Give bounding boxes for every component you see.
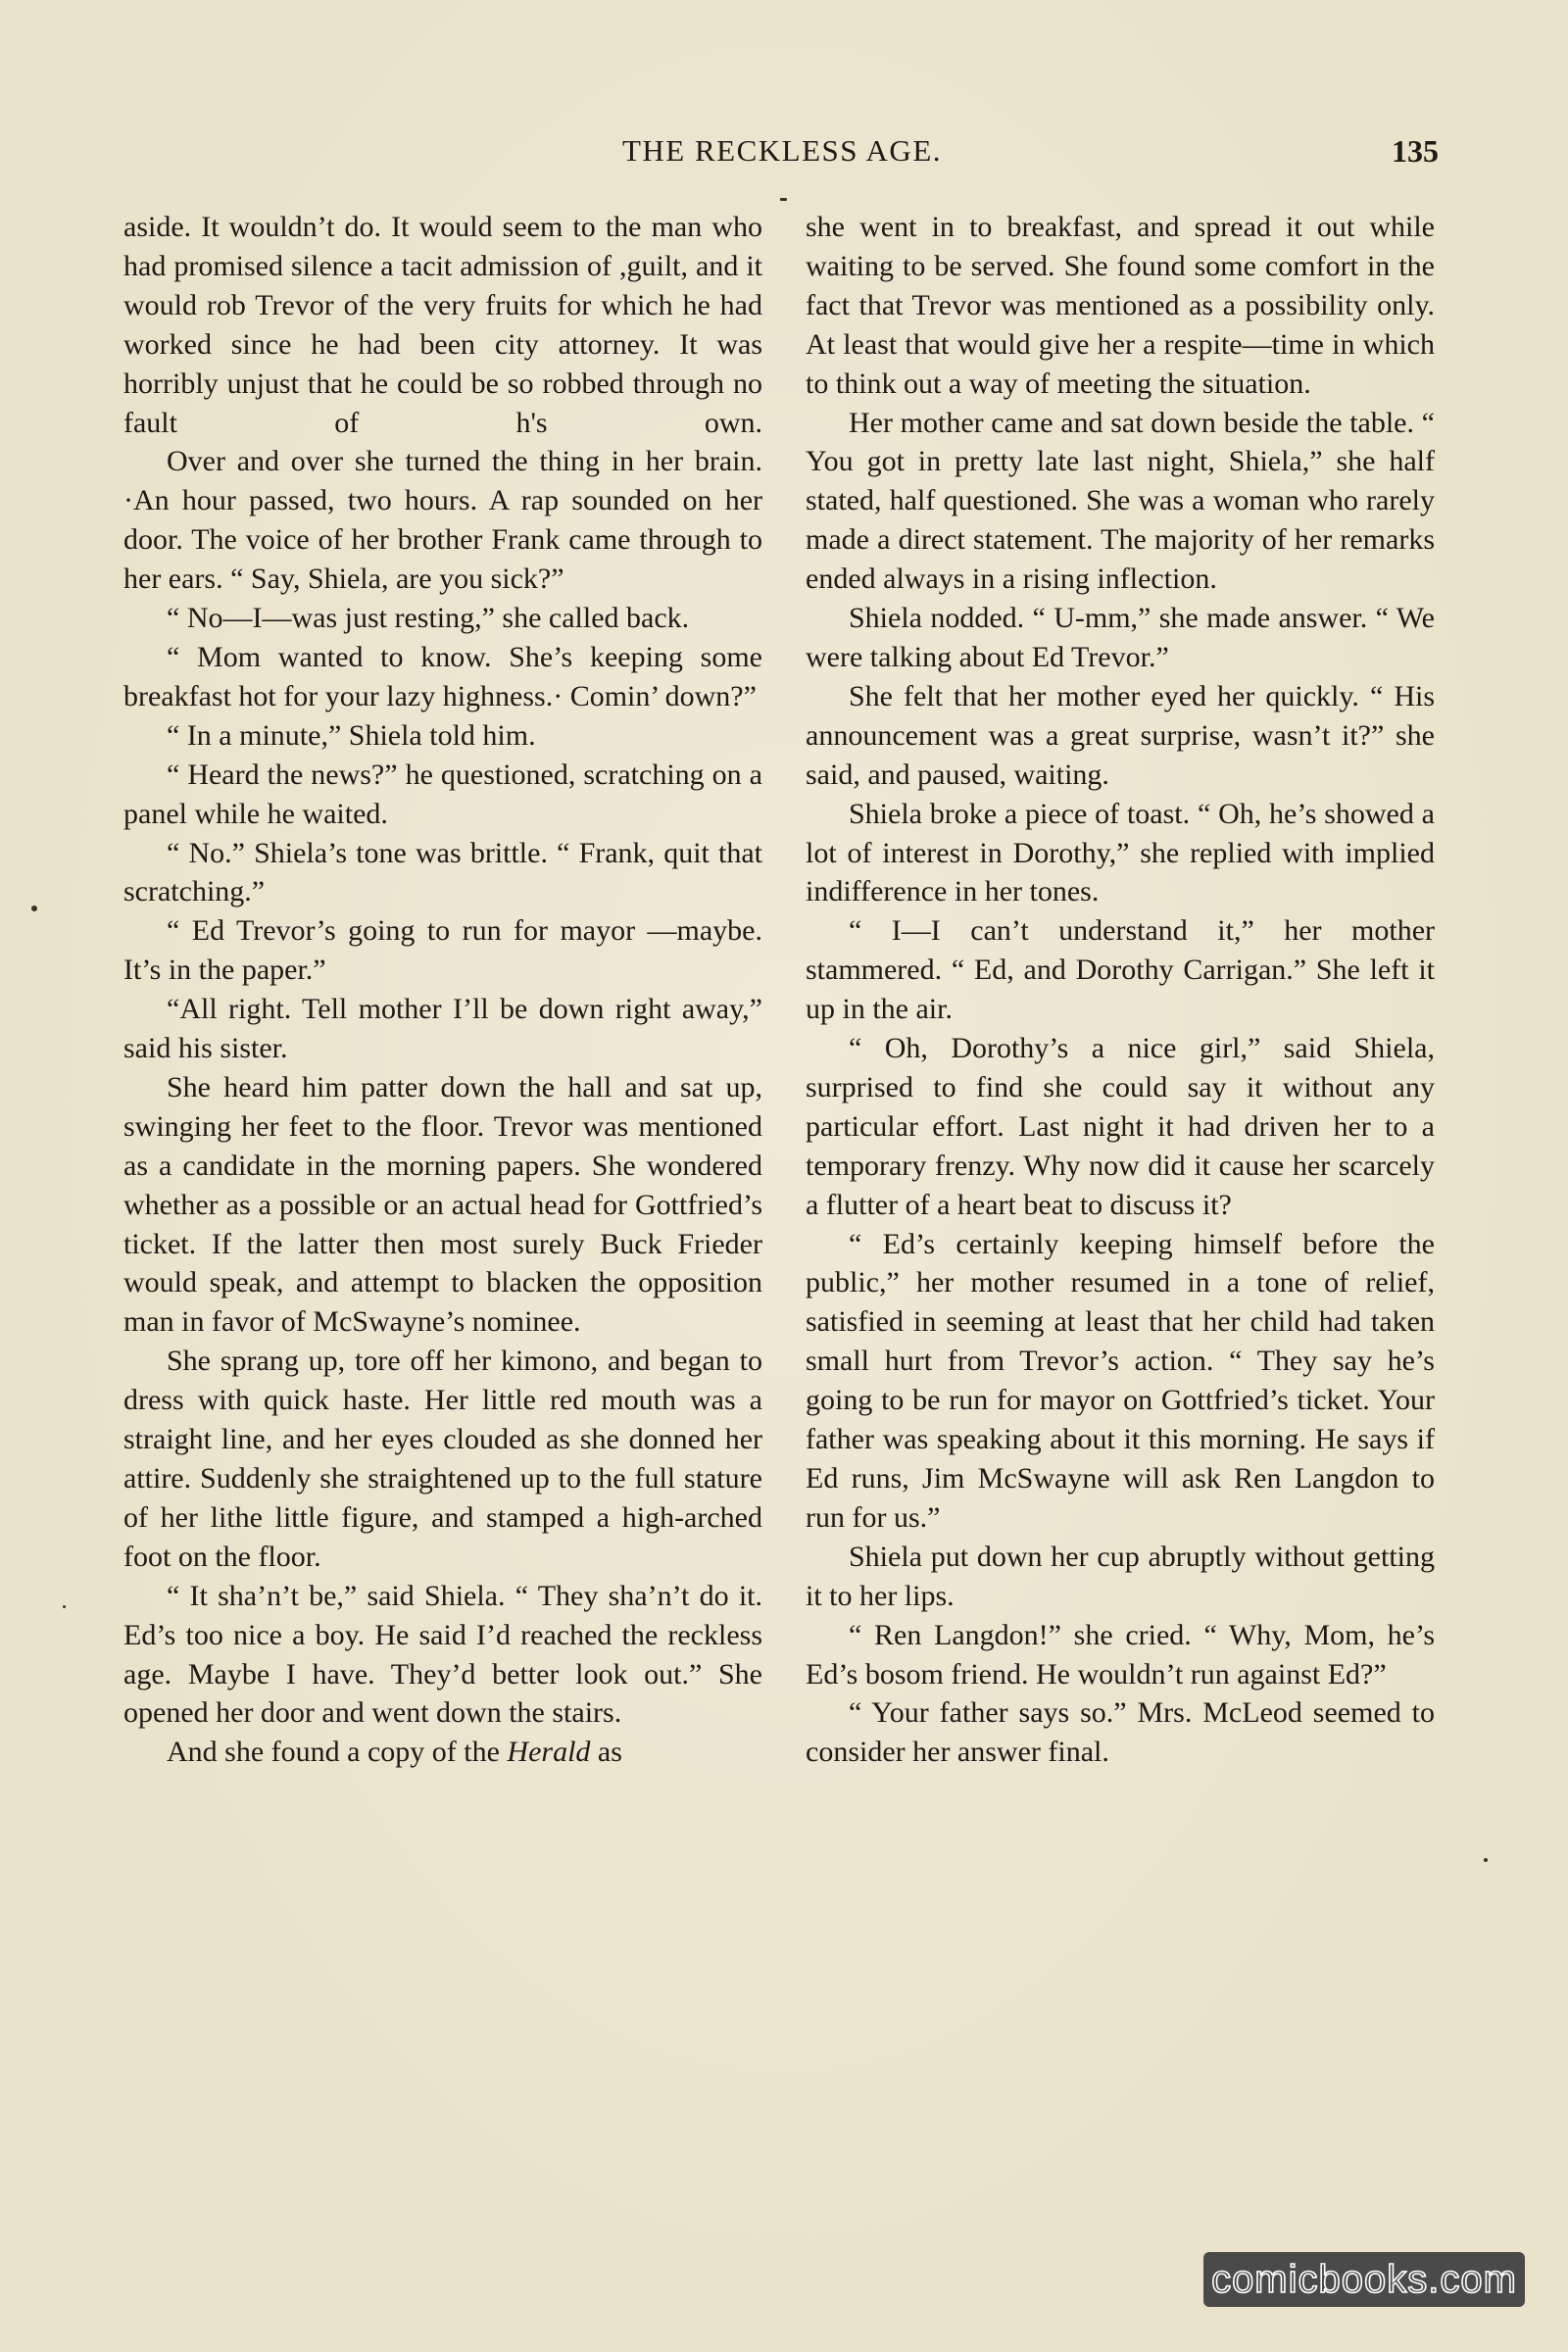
left-text-column — [123, 208, 762, 1772]
right-text-column — [806, 208, 1435, 1772]
paragraph: “ It sha’n’t be,” said Shiela. “ They sha’n’t do it. Ed’s too nice a boy. He said I’d reached the reckless age. Maybe I have. They’d better look out.” She opened her door and went down the stairs. — [123, 1579, 762, 1730]
paragraph-continues — [123, 1733, 762, 1772]
paragraph: “ No—I—was just resting,” she called back. — [167, 602, 690, 635]
running-title: THE RECKLESS AGE. — [621, 133, 943, 168]
paragraph: Her mother came and sat down beside the table. “ You got in pretty late last night, Shiela,” she half stated, half questioned. She was a woman who rarely made a direct statement. The majority of her remarks ended always in a rising inflection. — [806, 406, 1435, 596]
paragraph: Shiela put down her cup abruptly without getting it to her lips. — [806, 1540, 1435, 1612]
paragraph: aside. It wouldn’t do. It would seem to the man who had promised silence a tacit admission of ,guilt, and it would rob Trevor of the very fruits for which he had worked since he had been city attorney. It was horribly unjust that he could be so robbed through no fault of h's own. — [123, 211, 762, 439]
paper-speck — [31, 906, 37, 911]
paragraph: she went in to breakfast, and spread it out while waiting to be served. She found some comfort in the fact that Trevor was mentioned as a possibility only. At least that would give her a respite—time in which to think out a way of meeting the situation. — [806, 211, 1435, 400]
paragraph: She felt that her mother eyed her quickly. “ His announcement was a great surprise, wasn’t it?” she said, and paused, waiting. — [806, 679, 1435, 791]
newspaper-title: Herald — [507, 1736, 591, 1769]
paragraph: “ I—I can’t understand it,” her mother stammered. “ Ed, and Dorothy Carrigan.” She left it up in the air. — [806, 914, 1435, 1026]
watermark-logo — [1203, 2252, 1525, 2307]
paragraph: She sprang up, tore off her kimono, and began to dress with quick haste. Her little red mouth was a straight line, and her eyes clouded as she donned her attire. Suddenly she straightened up to the full stature of her lithe little figure, and stamped a high-arched foot on the floor. — [123, 1345, 762, 1573]
paper-speck — [780, 198, 787, 201]
paragraph: “ In a minute,” Shiela told him. — [167, 718, 536, 752]
paragraph: “ Your father says so.” Mrs. McLeod seemed to consider her answer final. — [806, 1696, 1435, 1769]
paragraph: “ Ed’s certainly keeping himself before the public,” her mother resumed in a tone of relief, satisfied in seeming at least that her child had taken small hurt from Trevor’s action. “ They say he’s going to be run for mayor on Gottfried’s ticket. Your father was speaking about it this morning. He says if Ed runs, Jim McSwayne will ask Ren Langdon to run for us.” — [806, 1227, 1435, 1534]
paragraph: Over and over she turned the thing in her brain. ·An hour passed, two hours. A rap sounded on her door. The voice of her brother Frank came through to her ears. “ Say, Shiela, are you sick?” — [123, 445, 762, 596]
paragraph: Shiela nodded. “ U-mm,” she made answer. “ We were talking about Ed Trevor.” — [806, 602, 1435, 673]
paragraph: “All right. Tell mother I’ll be down right away,” said his sister. — [123, 993, 762, 1065]
page-header — [125, 133, 1439, 180]
paragraph: “ Heard the news?” he questioned, scratching on a panel while he waited. — [123, 758, 762, 830]
paragraph-text-start: And she found a copy of the — [167, 1736, 508, 1769]
paragraph: She heard him patter down the hall and sat up, swinging her feet to the floor. Trevor was mentioned as a candidate in the morning papers. She wondered whether as a possible or an actual head for Gottfried’s ticket. If the latter then most surely Buck Frieder would speak, and attempt to blacken the opposition man in favor of McSwayne’s nominee. — [123, 1070, 762, 1339]
paragraph: “ Ren Langdon!” she cried. “ Why, Mom, he’s Ed’s bosom friend. He wouldn’t run against Ed?” — [806, 1618, 1435, 1690]
page-number: 135 — [1392, 133, 1439, 169]
paragraph: Shiela broke a piece of toast. “ Oh, he’s showed a lot of interest in Dorothy,” she replied with implied indifference in her tones. — [806, 797, 1435, 908]
paper-speck — [1484, 1858, 1488, 1862]
paper-speck — [63, 1605, 66, 1608]
paragraph: “ Mom wanted to know. She’s keeping some breakfast hot for your lazy highness.· Comin’ down?” — [123, 640, 762, 712]
watermark-text: comicbooks.com — [1211, 2257, 1517, 2301]
paragraph: “ Ed Trevor’s going to run for mayor —maybe. It’s in the paper.” — [123, 914, 762, 987]
paragraph-text-end: as — [590, 1736, 622, 1769]
paragraph: “ Oh, Dorothy’s a nice girl,” said Shiela, surprised to find she could say it without any particular effort. Last night it had driven her to a temporary frenzy. Why now did it cause her scarcely a flutter of a heart beat to discuss it? — [806, 1032, 1435, 1221]
paragraph: “ No.” Shiela’s tone was brittle. “ Frank, quit that scratching.” — [123, 836, 762, 908]
